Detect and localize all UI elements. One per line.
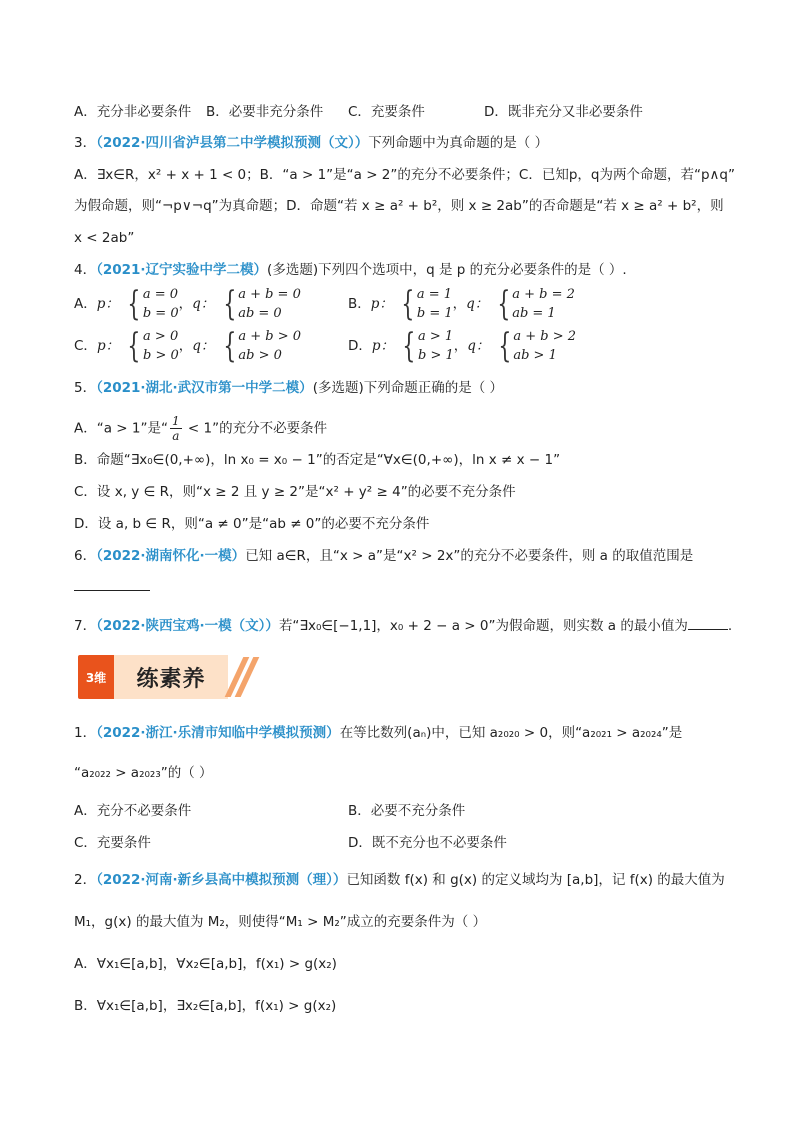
q7-heading <box>74 617 732 635</box>
q6-source: （2022·湖南怀化·一模） <box>96 548 246 564</box>
q4-a-q2: ab = 0 <box>238 306 282 321</box>
q5-a-fraction <box>170 414 182 443</box>
q4-d-p-system: { a > 1 b > 1 <box>402 326 454 366</box>
q5-number: 5． <box>74 380 97 396</box>
option-c: C．充要条件 <box>348 104 425 120</box>
q4-d-q: q： <box>467 338 490 354</box>
q4-b-p2: b = 1 <box>416 306 453 321</box>
q4-a-q1: a + b = 0 <box>238 287 301 302</box>
q7-answer-blank[interactable] <box>688 617 728 630</box>
p1-option-b: B．必要不充分条件 <box>348 803 466 819</box>
q4-d-q1: a + b > 2 <box>513 329 577 344</box>
q4-c-q: q： <box>192 338 215 354</box>
p2-source: （2022·河南·新乡县高中模拟预测（理）） <box>96 872 347 888</box>
q4-c-q-system: { a + b > 0 ab > 0 <box>223 326 302 366</box>
p2-stem-2: M₁，g(x) 的最大值为 M₂，则使得“M₁ > M₂”成立的充要条件为（ ） <box>74 914 487 930</box>
q5-heading <box>74 379 503 397</box>
q3-line-3: x < 2ab” <box>74 230 135 246</box>
q4-a-p-system: { a = 0 b = 0 <box>127 284 179 324</box>
q7-stem: 若“∃x₀∈[−1,1]，x₀ + 2 − a > 0”为假命题，则实数 a 的最小值为 <box>278 618 688 634</box>
q4-number: 4． <box>74 262 97 278</box>
q4-c-q2: ab > 0 <box>238 348 282 363</box>
q4-a-p2: b = 0 <box>142 306 179 321</box>
q4-c-comma: ， <box>178 338 193 354</box>
q5-a-denominator: a <box>172 429 180 443</box>
q3-heading <box>74 134 548 152</box>
q4-heading <box>74 261 627 279</box>
option-d: D．既非充分又非必要条件 <box>484 104 643 120</box>
q4-source: （2021·辽宁实验中学二模） <box>96 262 268 278</box>
p1-stem: 在等比数列(aₙ)中，已知 a₂₀₂₀ > 0，则“a₂₀₂₁ > a₂₀₂₄”是 <box>339 725 683 741</box>
q4-b-comma: ， <box>452 296 467 312</box>
p1-source: （2022·浙江·乐清市知临中学模拟预测） <box>96 725 340 741</box>
q4-b-label: B． <box>348 296 371 312</box>
p1-heading <box>74 724 682 742</box>
q3-stem: 下列命题中为真命题的是（ ） <box>368 135 549 151</box>
q4-c-p2: b > 0 <box>143 348 179 363</box>
q4-a-p1: a = 0 <box>142 287 179 302</box>
p1-option-a: A．充分不必要条件 <box>74 803 192 819</box>
q4-a-q-system: { a + b = 0 ab = 0 <box>222 284 301 324</box>
option-b: B．必要非充分条件 <box>206 104 324 120</box>
q4-a-comma: ， <box>178 296 193 312</box>
q6-stem: 已知 a∈R，且“x > a”是“x² > 2x”的充分不必要条件，则 a 的取值范围是 <box>245 548 694 564</box>
q4-d-q2: ab > 1 <box>513 348 557 363</box>
q4-d-q-system: { a + b > 2 ab > 1 <box>498 326 577 366</box>
q6-heading <box>74 547 693 565</box>
p2-number: 2． <box>74 872 97 888</box>
p2-heading <box>74 871 725 889</box>
section-title: 练素养 <box>114 655 228 699</box>
q6-number: 6． <box>74 548 97 564</box>
q4-c-p: p： <box>96 338 120 354</box>
q4-b-q2: ab = 1 <box>512 306 556 321</box>
p2-stem: 已知函数 f(x) 和 g(x) 的定义域均为 [a,b]，记 f(x) 的最大值为 <box>346 872 725 888</box>
q4-d-p2: b > 1 <box>418 348 454 363</box>
q6-answer-blank[interactable] <box>74 578 150 596</box>
q5-a-numerator: 1 <box>171 414 180 428</box>
q4-b-q1: a + b = 2 <box>512 287 575 302</box>
q4-a-label: A． <box>74 296 97 312</box>
q4-b-q: q： <box>466 296 489 312</box>
q5-a-post: < 1”的充分不必要条件 <box>183 420 328 437</box>
q4-c-p-system: { a > 0 b > 0 <box>127 326 179 366</box>
q4-b-p-system: { a = 1 b = 1 <box>401 284 453 324</box>
section-level-tag: 3维 <box>78 655 114 699</box>
q4-option-c <box>74 327 301 365</box>
q3-source: （2022·四川省泸县第二中学模拟预测（文）） <box>96 135 369 151</box>
q7-source: （2022·陕西宝鸡·一模（文）） <box>96 618 279 634</box>
q3-number: 3． <box>74 135 97 151</box>
section-banner <box>78 655 256 699</box>
q4-option-d <box>348 327 576 365</box>
q5-option-b: B．命题“∃x₀∈(0,+∞)，ln x₀ = x₀ − 1”的否定是“∀x∈(0,+∞)，ln x ≠ x − 1” <box>74 452 561 468</box>
p1-option-c: C．充要条件 <box>74 835 151 851</box>
p1-number: 1． <box>74 725 97 741</box>
q4-option-a <box>74 285 301 323</box>
option-a: A．充分非必要条件 <box>74 104 192 120</box>
q5-option-c: C．设 x, y ∈ R，则“x ≥ 2 且 y ≥ 2”是“x² + y² ≥ 4”的必要不充分条件 <box>74 484 516 500</box>
q3-line-2: 为假命题，则“¬p∨¬q”为真命题；D．命题“若 x ≥ a² + b²，则 x ≥ 2ab”的否命题是“若 x ≥ a² + b²，则 <box>74 198 724 214</box>
q4-d-p: p： <box>371 338 395 354</box>
q7-number: 7． <box>74 618 97 634</box>
q4-b-p1: a = 1 <box>416 287 453 302</box>
q3-line-1: A．∃x∈R，x² + x + 1 < 0；B．“a > 1”是“a > 2”的充分不必要条件；C．已知p，q为两个命题，若“p∧q” <box>74 167 735 183</box>
q4-c-label: C． <box>74 338 97 354</box>
q4-stem: (多选题)下列四个选项中，q 是 p 的充分必要条件的是（ ）. <box>267 262 627 278</box>
q4-d-comma: ， <box>453 338 468 354</box>
q4-d-p1: a > 1 <box>418 329 454 344</box>
q4-b-q-system: { a + b = 2 ab = 1 <box>496 284 575 324</box>
q5-option-a <box>74 414 327 443</box>
q4-b-p: p： <box>370 296 393 312</box>
q4-option-b <box>348 285 575 323</box>
q5-option-d: D．设 a, b ∈ R，则“a ≠ 0”是“ab ≠ 0”的必要不充分条件 <box>74 516 430 532</box>
q5-source: （2021·湖北·武汉市第一中学二模） <box>96 380 313 396</box>
q4-a-p: p： <box>96 296 119 312</box>
q5-a-pre: A．“a > 1”是“ <box>74 420 168 437</box>
q4-c-p1: a > 0 <box>143 329 179 344</box>
q5-stem: (多选题)下列命题正确的是（ ） <box>312 380 504 396</box>
p2-option-b: B．∀x₁∈[a,b]，∃x₂∈[a,b]，f(x₁) > g(x₂) <box>74 998 337 1014</box>
p1-option-d: D．既不充分也不必要条件 <box>348 835 507 851</box>
p2-option-a: A．∀x₁∈[a,b]，∀x₂∈[a,b]，f(x₁) > g(x₂) <box>74 956 337 972</box>
q4-a-q: q： <box>192 296 215 312</box>
q4-c-q1: a + b > 0 <box>238 329 302 344</box>
q4-d-label: D． <box>348 338 372 354</box>
p1-stem-2: “a₂₀₂₂ > a₂₀₂₃”的（ ） <box>74 765 213 781</box>
q7-end: . <box>727 618 733 634</box>
